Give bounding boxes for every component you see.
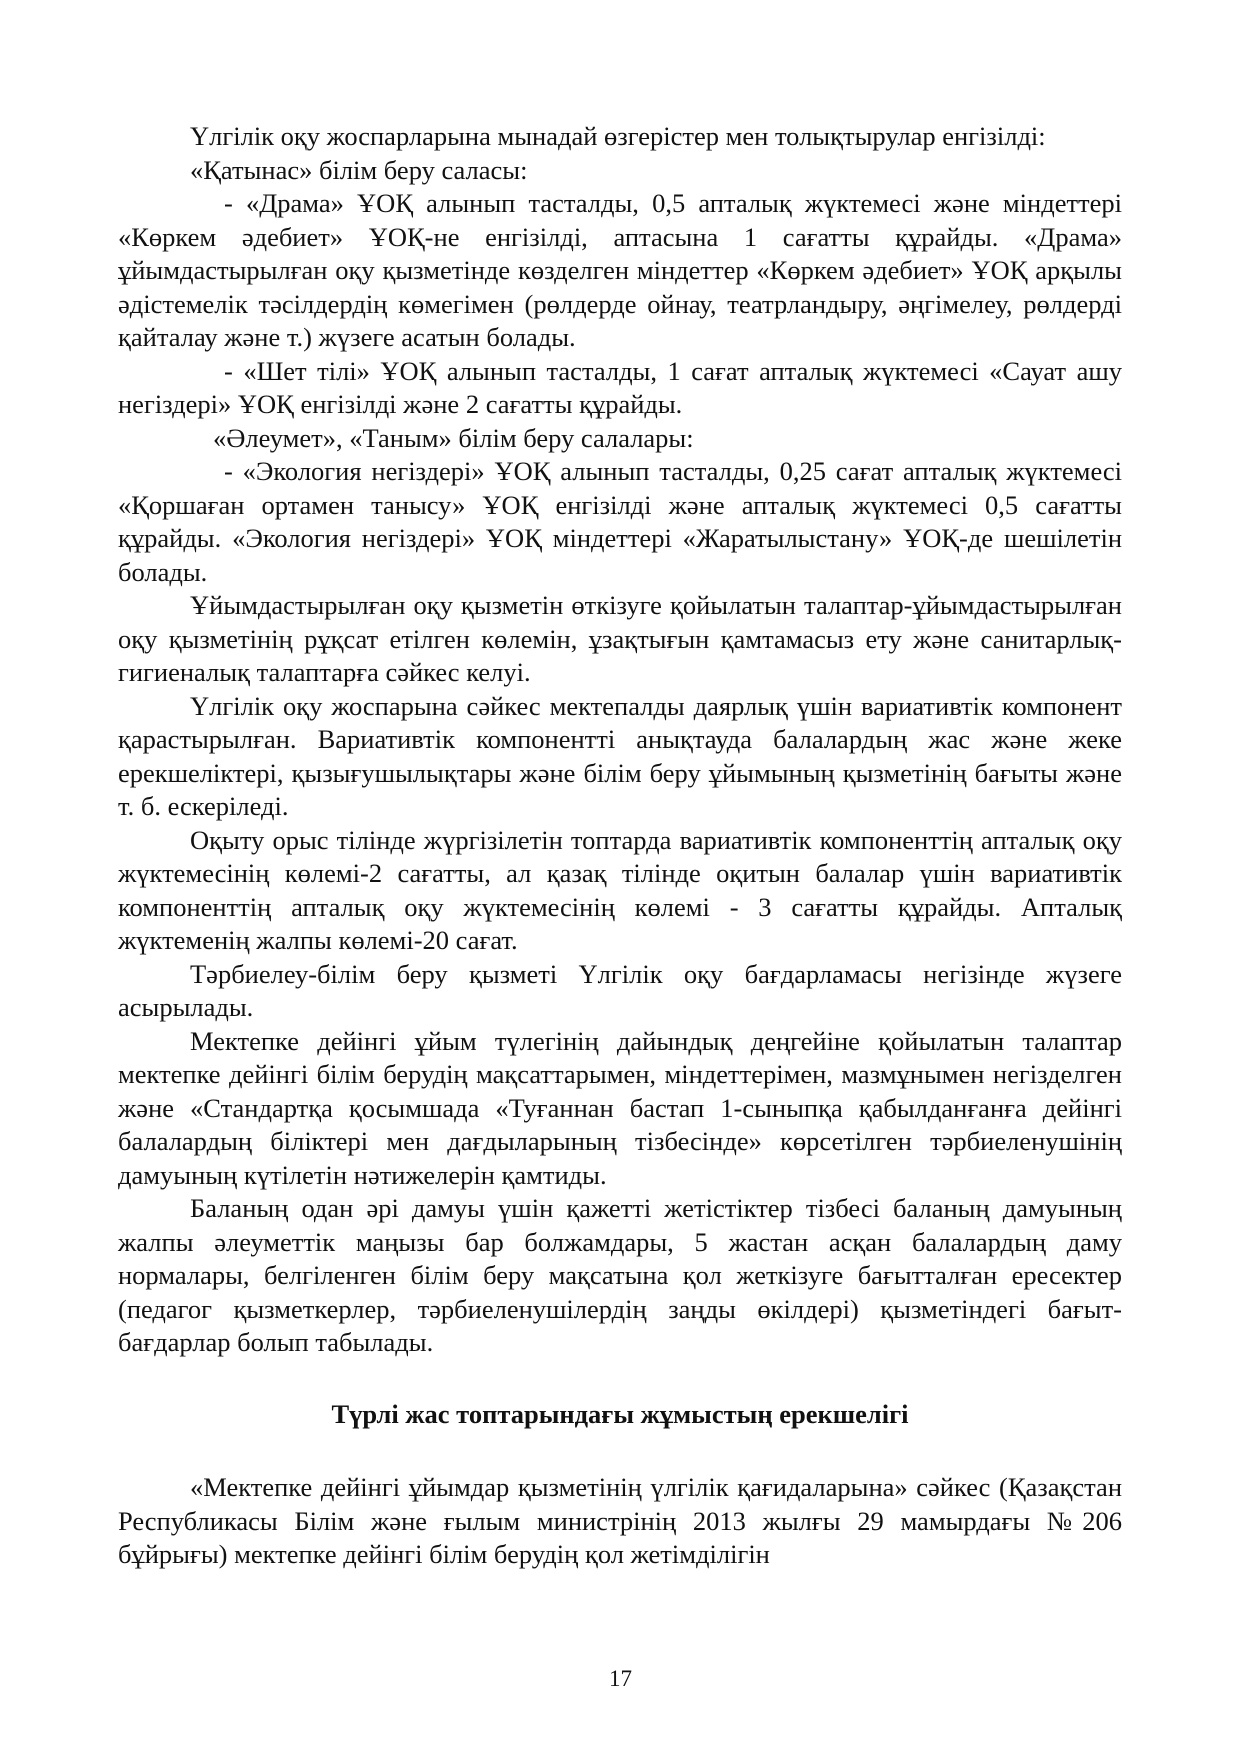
paragraph-final: «Мектепке дейінгі ұйымдар қызметінің үлгілік қағидаларына» сәйкес (Қазақстан Республикасы Білім және ғылым министрінің 2013 жылғы 29 мамырдағы №206 бұйрығы) мектепке дейінгі білім берудің қол жетімділігін bbox=[118, 1472, 1122, 1569]
paragraph-graduate-readiness: Мектепке дейінгі ұйым түлегінің дайындық деңгейіне қойылатын талаптар мектепке дейінгі білім берудің мақсаттарымен, міндеттерімен, мазмұнымен негізделген және «Стандартқа қосымшада «Туғаннан бастап 1-сыныпқа қабылданғанға дейінгі балалардың біліктері мен дағдыларының тізбесінде» көрсетілген тәрбиеленушінің дамуының күтілетін нәтижелерін қамтиды. bbox=[118, 1025, 1122, 1190]
paragraph-weekly-load: Оқыту орыс тілінде жүргізілетін топтарда вариативтік компоненттің апталық оқу жүктемесінің көлемі-2 сағатты, ал қазақ тілінде оқитын балалар үшін вариативтік компоненттің апталық оқу жүктемесінің көлемі - 3 сағатты құрайды. Апталық жүктеменің жалпы көлемі-20 сағат. bbox=[118, 824, 1122, 955]
document-page bbox=[118, 120, 1122, 1572]
paragraph-achievements: Баланың одан әрі дамуы үшін қажетті жетістіктер тізбесі баланың дамуының жалпы әлеуметтік маңызы бар болжамдары, 5 жастан асқан балалардың даму нормалары, белгіленген білім беру мақсатына қол жеткізуге бағытталған ересектер (педагог қызметкерлер, тәрбиеленушілердің заңды өкілдері) қызметіндегі бағыт-бағдарлар болып табылады. bbox=[118, 1193, 1122, 1357]
section-heading: Түрлі жас топтарындағы жұмыстың ерекшелігі bbox=[331, 1398, 909, 1429]
paragraph-ecology: - «Экология негіздері» ҰОҚ алынып тасталды, 0,25 сағат апталық жүктемесі «Қоршаған ортамен танысу» ҰОҚ енгізілді және апталық жүктемесі 0,5 сағатты құрайды. «Экология негіздері» ҰОҚ міндеттері «Жаратылыстану» ҰОҚ-де шешілетін болады. bbox=[118, 456, 1122, 587]
paragraph-changes-intro: Үлгілік оқу жоспарларына мынадай өзгерістер мен толықтырулар енгізілді: bbox=[190, 121, 1046, 151]
paragraph-education-activity: Тәрбиелеу-білім беру қызметі Үлгілік оқу бағдарламасы негізінде жүзеге асырылады. bbox=[118, 958, 1122, 1022]
paragraph-variative-component: Үлгілік оқу жоспарына сәйкес мектепалды даярлық үшін вариативтік компонент қарастырылған. Вариативтік компонентті анықтауда балалардың жас және жеке ерекшеліктері, қызығушылықтары және білім беру ұйымының қызметінің бағыты және т. б. ескеріледі. bbox=[118, 690, 1122, 821]
paragraph-social-cognition-areas: «Әлеумет», «Таным» білім беру салалары: bbox=[213, 422, 694, 453]
page-number: 17 bbox=[609, 1666, 632, 1691]
paragraph-foreign-language: - «Шет тілі» ҰОҚ алынып тасталды, 1 сағат апталық жүктемесі «Сауат ашу негіздері» ҰОҚ енгізілді және 2 сағатты құрайды. bbox=[118, 355, 1122, 419]
paragraph-communication-area: «Қатынас» білім беру саласы: bbox=[190, 154, 528, 185]
paragraph-drama: - «Драма» ҰОҚ алынып тасталды, 0,5 апталық жүктемесі және міндеттері «Көркем әдебиет» ҰОҚ-не енгізілді, аптасына 1 сағатты құрайды. «Драма» ұйымдастырылған оқу қызметінде көзделген міндеттер «Көркем әдебиет» ҰОҚ арқылы әдістемелік тәсілдердің көмегімен (рөлдерде ойнау, театрландыру, әңгімелеу, рөлдерді қайталау және т.) жүзеге асатын болады. bbox=[118, 188, 1122, 352]
paragraph-requirements: Ұйымдастырылған оқу қызметін өткізуге қойылатын талаптар-ұйымдастырылған оқу қызметінің рұқсат етілген көлемін, ұзақтығын қамтамасыз ету және санитарлық-гигиеналық талаптарға сәйкес келуі. bbox=[118, 590, 1122, 687]
